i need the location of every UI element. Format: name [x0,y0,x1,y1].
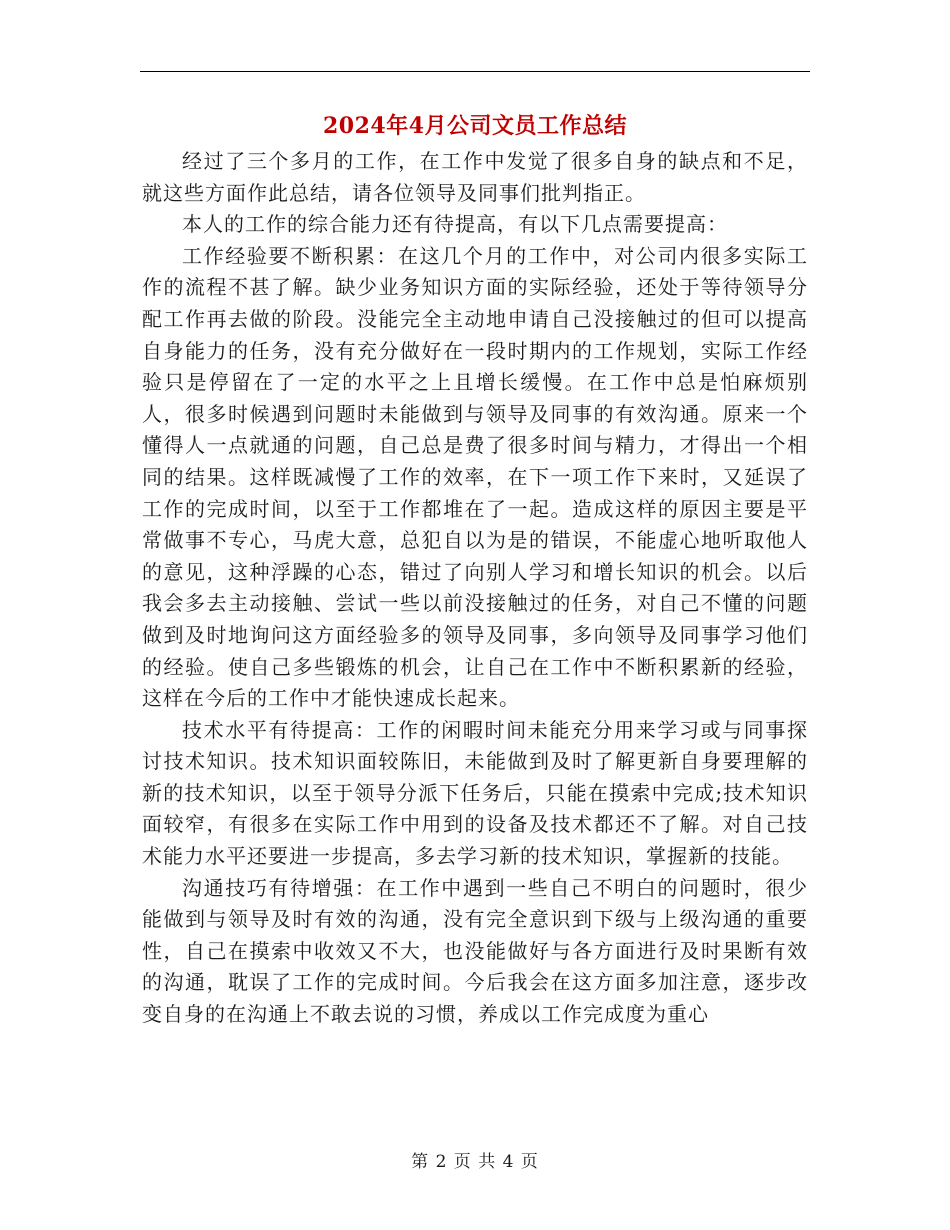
document-title: 2024年4月公司文员工作总结 [322,113,628,139]
paragraph-intro: 经过了三个多月的工作，在工作中发觉了很多自身的缺点和不足，就这些方面作此总结，请各位领导及同事们批判指正。 [142,149,808,205]
paragraph-work-experience: 工作经验要不断积累：在这几个月的工作中，对公司内很多实际工作的流程不甚了解。缺少业务知识方面的实际经验，还处于等待领导分配工作再去做的阶段。没能完全主动地申请自己没接触过的但可以提高自身能力的任务，没有充分做好在一段时期内的工作规划，实际工作经验只是停留在了一定的水平之上且增长缓慢。在工作中总是怕麻烦别人，很多时候遇到问题时未能做到与领导及同事的有效沟通。原来一个懂得人一点就通的问题，自己总是费了很多时间与精力，才得出一个相同的结果。这样既减慢了工作的效率，在下一项工作下来时，又延误了工作的完成时间，以至于工作都堆在了一起。造成这样的原因主要是平常做事不专心，马虎大意，总犯自以为是的错误，不能虚心地听取他人的意见，这种浮躁的心态，错过了向别人学习和增长知识的机会。以后我会多去主动接触、尝试一些以前没接触过的任务，对自己不懂的问题做到及时地询问这方面经验多的领导及同事，多向领导及同事学习他们的经验。使自己多些锻炼的机会，让自己在工作中不断积累新的经验，这样在今后的工作中才能快速成长起来。 [142,243,808,711]
paragraph-communication: 沟通技巧有待增强：在工作中遇到一些自己不明白的问题时，很少能做到与领导及时有效的沟通，没有完全意识到下级与上级沟通的重要性，自己在摸索中收效又不大，也没能做好与各方面进行及时果断有效的沟通，耽误了工作的完成时间。今后我会在这方面多加注意，逐步改变自身的在沟通上不敢去说的习惯，养成以工作完成度为重心 [142,875,808,1027]
page-number-footer: 第 2 页 共 4 页 [411,1152,539,1172]
header-rule [140,71,810,72]
document-body [142,146,808,1031]
paragraph-overview: 本人的工作的综合能力还有待提高，有以下几点需要提高： [182,212,728,237]
paragraph-technical-skill: 技术水平有待提高：工作的闲暇时间未能充分用来学习或与同事探讨技术知识。技术知识面较陈旧，未能做到及时了解更新自身要理解的新的技术知识，以至于领导分派下任务后，只能在摸索中完成;技术知识面较窄，有很多在实际工作中用到的设备及技术都还不了解。对自己技术能力水平还要进一步提高，多去学习新的技术知识，掌握新的技能。 [142,717,808,869]
